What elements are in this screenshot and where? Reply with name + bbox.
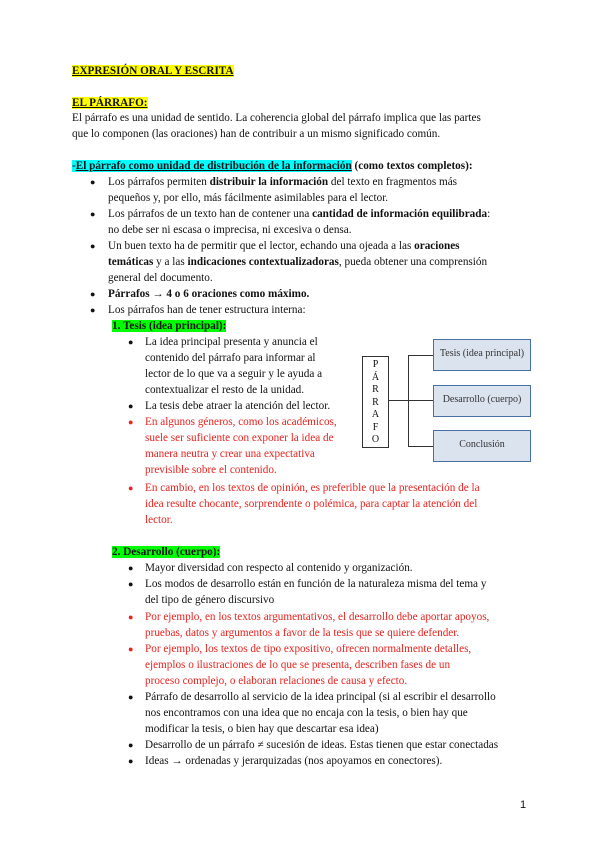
bullet-1-line-1: Los párrafos permiten distribuir la información del texto en fragmentos más: [108, 176, 458, 188]
tesis-item-3-line-3: manera neutra y crear una expectativa: [145, 448, 315, 460]
tesis-heading: 1. Tesis (idea principal):: [112, 320, 227, 332]
connector-line: [408, 400, 433, 401]
bullet-icon: ●: [128, 612, 134, 622]
bullet-3-line-3: general del documento.: [108, 272, 213, 284]
bullet-icon: ●: [128, 401, 134, 411]
bullet-4: Párrafos → 4 o 6 oraciones como máximo.: [108, 288, 310, 300]
bullet-1-line-2: pequeños y, por ello, más fácilmente asimilables para el lector.: [108, 192, 389, 204]
desarrollo-item-4-line-2: ejemplos o ilustraciones de lo que se presenta, describen fases de un: [145, 659, 451, 671]
bullet-icon: ●: [128, 483, 134, 493]
desarrollo-item-3-line-1: Por ejemplo, en los textos argumentativos, el desarrollo debe aportar apoyos,: [145, 611, 490, 623]
bullet-icon: ●: [90, 177, 96, 187]
bullet-3-line-2: temáticas y a las indicaciones contextualizadoras, pueda obtener una comprensión: [108, 256, 488, 268]
connector-line: [388, 400, 408, 401]
desarrollo-item-6: Desarrollo de un párrafo ≠ sucesión de ideas. Estas tienen que estar conectadas: [145, 739, 499, 751]
diagram-box-desarrollo: Desarrollo (cuerpo): [433, 385, 531, 417]
bullet-icon: ●: [90, 209, 96, 219]
tesis-item-4-line-2: idea resulte chocante, sorprendente o polémica, para captar la atención del: [145, 498, 478, 510]
parrafo-letter: F: [372, 421, 379, 433]
bullet-icon: ●: [128, 740, 134, 750]
desarrollo-item-4-line-3: proceso complejo, o elaboran relaciones de causa y efecto.: [145, 675, 408, 687]
diagram-box-conclusion: Conclusión: [433, 430, 531, 462]
parrafo-letter: O: [371, 434, 380, 445]
bullet-icon: ●: [128, 563, 134, 573]
desarrollo-item-5-line-1: Párrafo de desarrollo al servicio de la idea principal (si al escribir el desarrollo: [145, 691, 496, 703]
bullet-icon: ●: [90, 241, 96, 251]
tesis-item-3-line-1: En algunos géneros, como los académicos,: [145, 416, 337, 428]
diagram-box-tesis: Tesis (idea principal): [433, 339, 531, 371]
bullet-icon: ●: [90, 305, 96, 315]
bullet-2-line-1: Los párrafos de un texto han de contener una cantidad de información equilibrada:: [108, 208, 491, 220]
bullet-icon: ●: [128, 692, 134, 702]
intro-line-2: que lo componen (las oraciones) han de contribuir a un mismo significado común.: [72, 128, 441, 140]
tesis-item-1-line-1: La idea principal presenta y anuncia el: [145, 336, 318, 348]
section-heading: EL PÁRRAFO:: [72, 97, 148, 109]
tesis-item-1-line-3: lector de lo que va a seguir y le ayuda a: [145, 368, 323, 380]
parrafo-letter: R: [372, 384, 379, 395]
page-number: 1: [520, 799, 527, 811]
document-title: EXPRESIÓN ORAL Y ESCRITA: [72, 65, 234, 77]
connector-line: [408, 355, 433, 356]
parrafo-letter: A: [371, 409, 380, 420]
intro-line-1: El párrafo es una unidad de sentido. La coherencia global del párrafo implica que las partes: [72, 112, 481, 124]
bullet-icon: ●: [128, 337, 134, 347]
parrafo-letter: Á: [371, 371, 380, 383]
bullet-2-line-2: no debe ser ni escasa o imprecisa, ni excesiva o densa.: [108, 224, 352, 236]
tesis-item-2: La tesis debe atraer la atención del lector.: [145, 400, 331, 412]
tesis-item-1-line-2: contenido del párrafo para informar al: [145, 352, 316, 364]
bullet-icon: ●: [128, 756, 134, 766]
desarrollo-item-3-line-2: pruebas, datos y argumentos a favor de la tesis que se quiere defender.: [145, 627, 460, 639]
tesis-item-3-line-4: previsible sobre el contenido.: [145, 464, 277, 476]
bullet-icon: ●: [128, 644, 134, 654]
tesis-item-3-line-2: suele ser suficiente con exponer la idea de: [145, 432, 334, 444]
bullet-5: Los párrafos han de tener estructura interna:: [108, 304, 306, 316]
desarrollo-item-2-line-2: del tipo de género discursivo: [145, 594, 275, 606]
desarrollo-item-2-line-1: Los modos de desarrollo están en función de la naturaleza misma del tema y: [145, 578, 487, 590]
unit-heading: -El párrafo como unidad de distribución de la información (como textos completos):: [72, 160, 473, 172]
tesis-item-4-line-3: lector.: [145, 514, 173, 526]
desarrollo-item-5-line-2: nos encontramos con una idea que no encaja con la tesis, o bien hay que: [145, 707, 468, 719]
bullet-icon: ●: [90, 289, 96, 299]
tesis-item-4-line-1: En cambio, en los textos de opinión, es preferible que la presentación de la: [145, 482, 480, 494]
desarrollo-item-7: Ideas → ordenadas y jerarquizadas (nos apoyamos en conectores).: [145, 755, 443, 767]
parrafo-vertical-box: [362, 356, 389, 448]
tesis-item-1-line-4: contextualizar el resto de la unidad.: [145, 384, 305, 396]
parrafo-letter: P: [372, 359, 379, 370]
desarrollo-heading: 2. Desarrollo (cuerpo):: [112, 546, 221, 558]
desarrollo-item-4-line-1: Por ejemplo, los textos de tipo expositivo, ofrecen normalmente detalles,: [145, 643, 472, 655]
desarrollo-item-1: Mayor diversidad con respecto al contenido y organización.: [145, 562, 413, 574]
desarrollo-item-5-line-3: modificar la tesis, o bien hay que descartar esa idea): [145, 723, 379, 735]
bullet-icon: ●: [128, 417, 134, 427]
bullet-icon: ●: [128, 579, 134, 589]
connector-line: [408, 446, 433, 447]
parrafo-letter: R: [372, 396, 379, 408]
bullet-3-line-1: Un buen texto ha de permitir que el lector, echando una ojeada a las oraciones: [108, 240, 460, 252]
